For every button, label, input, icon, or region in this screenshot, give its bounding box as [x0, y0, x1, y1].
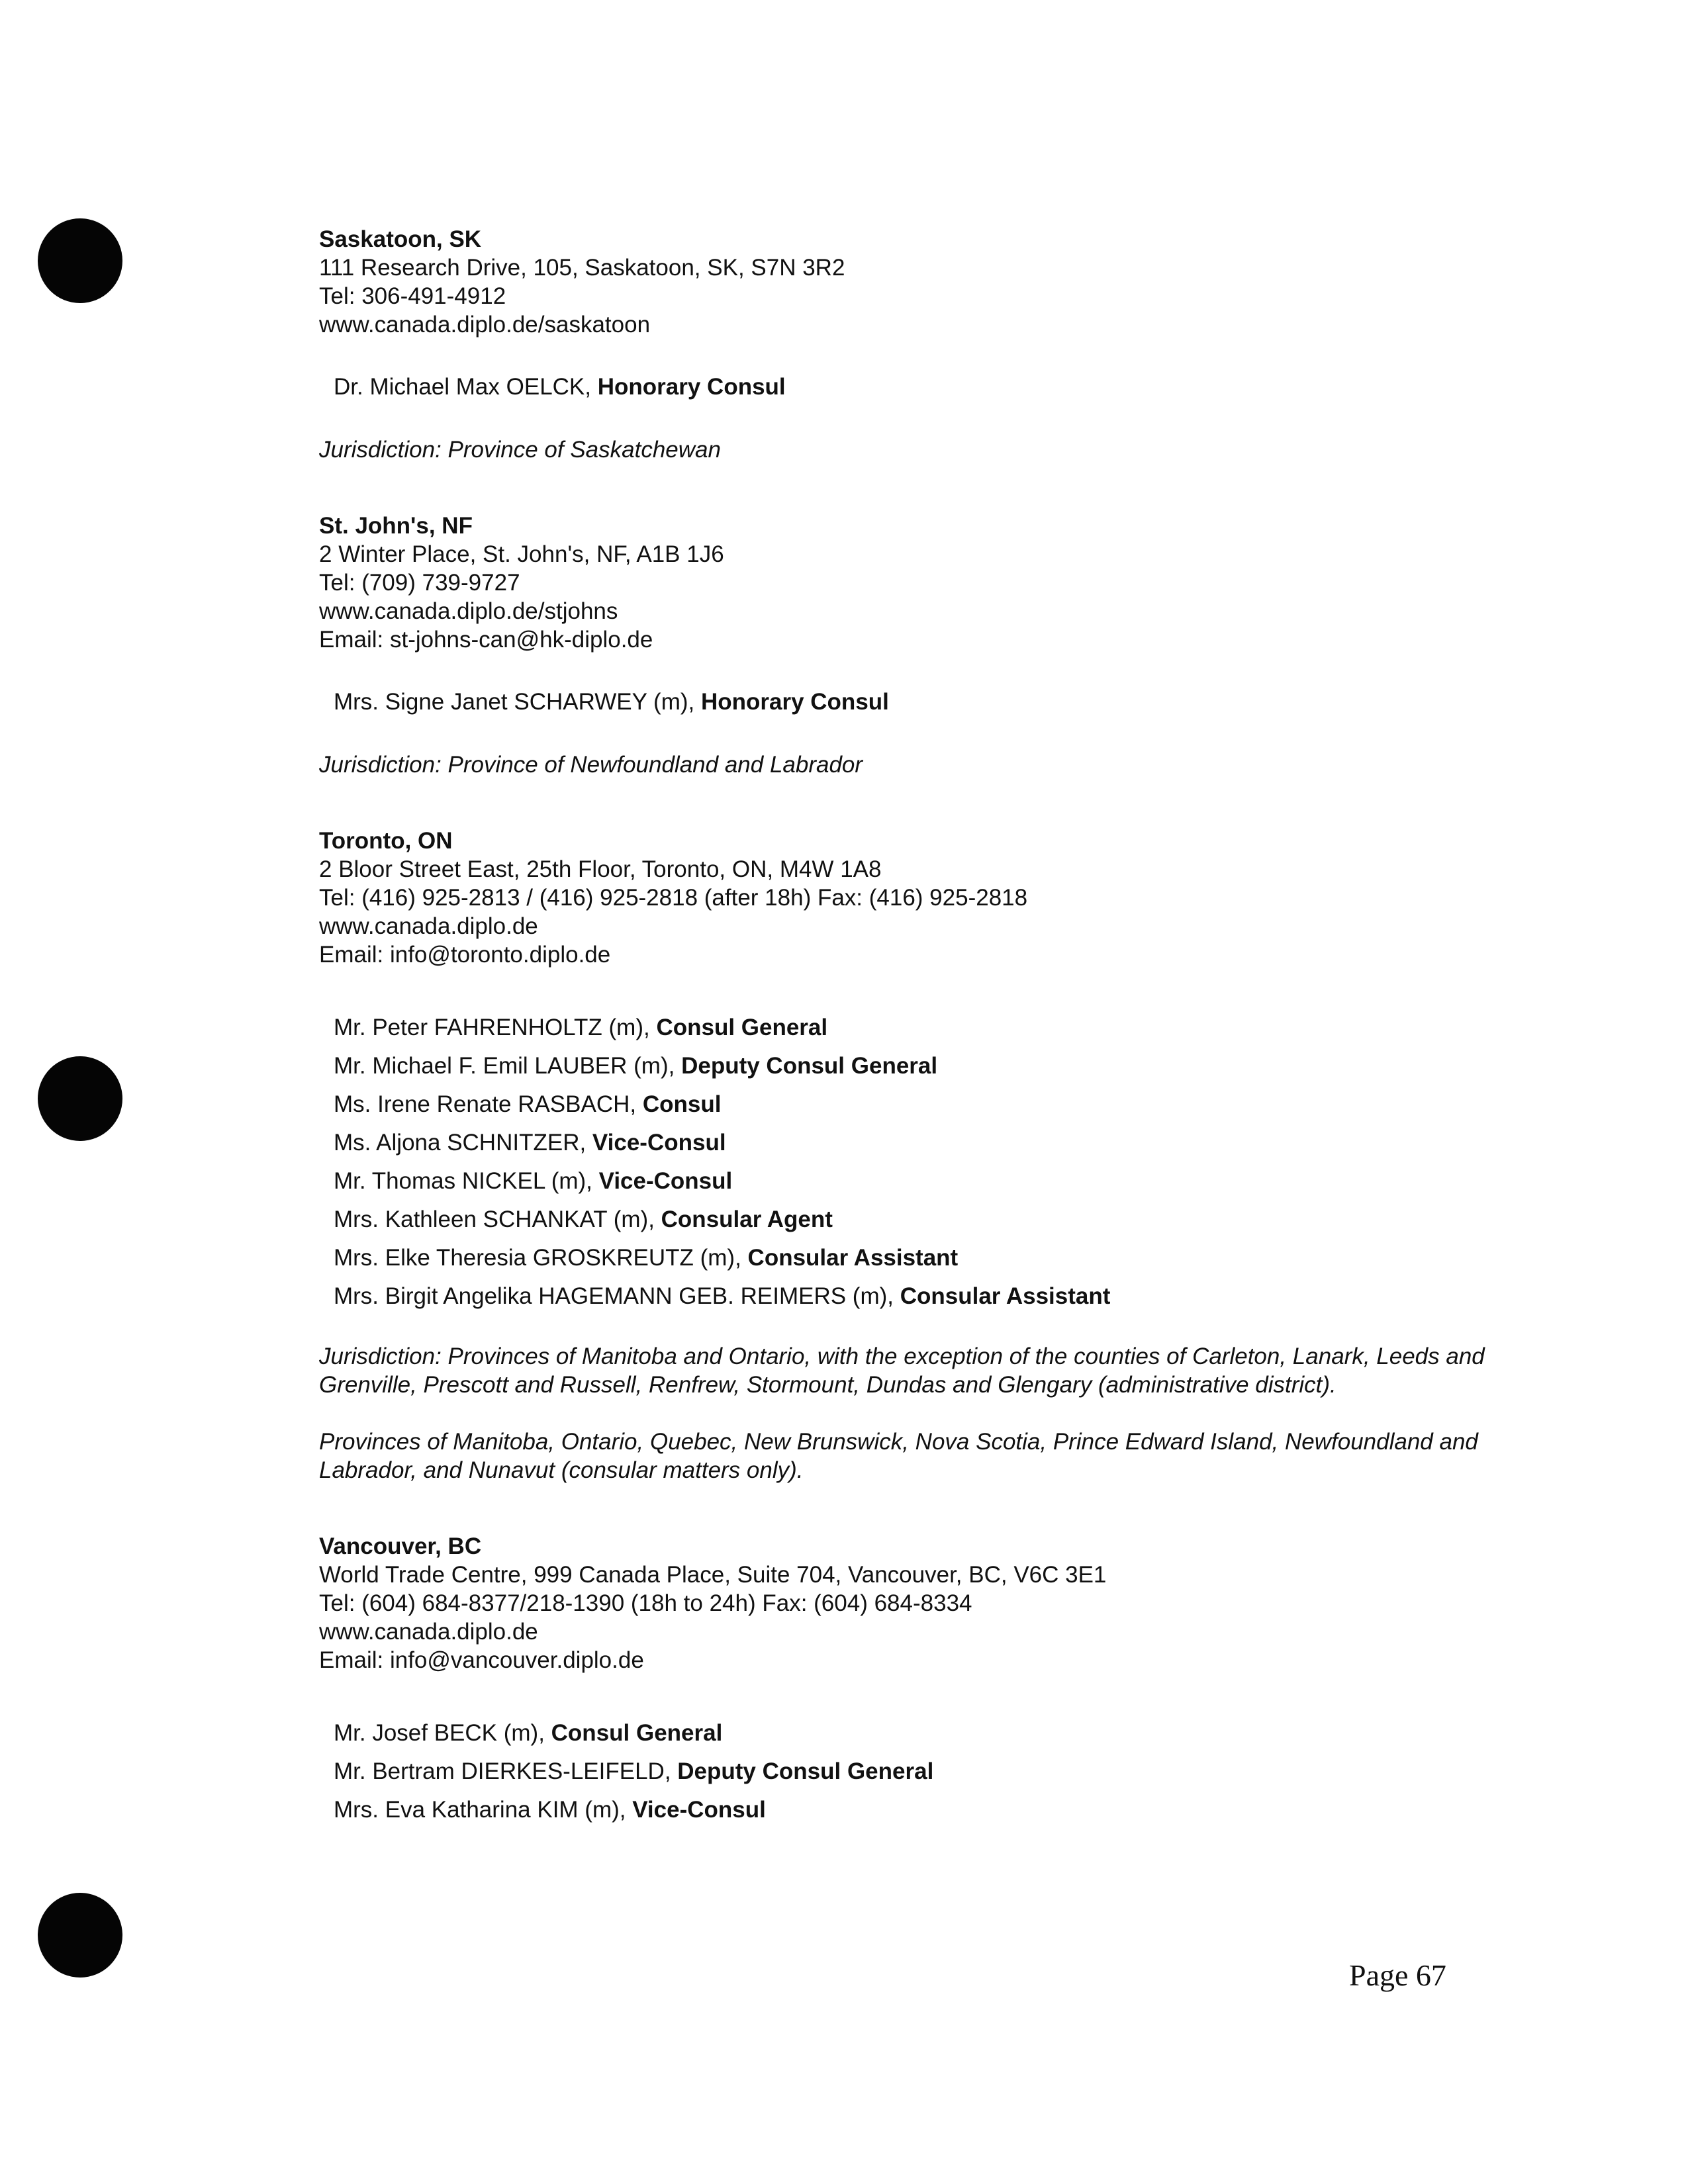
- staff-row: Mr. Bertram DIERKES-LEIFELD, Deputy Consul General: [334, 1758, 934, 1784]
- staff-row: Mr. Thomas NICKEL (m), Vice-Consul: [334, 1168, 733, 1194]
- phone-line: Tel: 306-491-4912: [319, 283, 506, 309]
- punch-hole: [38, 1893, 122, 1978]
- staff-row: Dr. Michael Max OELCK, Honorary Consul: [334, 374, 786, 400]
- staff-row: Mr. Josef BECK (m), Consul General: [334, 1720, 723, 1746]
- office-name: Saskatoon, SK: [319, 226, 482, 252]
- jurisdiction: Jurisdiction: Province of Newfoundland and Labrador: [319, 752, 863, 778]
- staff-row: Mrs. Signe Janet SCHARWEY (m), Honorary Consul: [334, 689, 889, 715]
- office-name: Vancouver, BC: [319, 1533, 482, 1559]
- address-line: 111 Research Drive, 105, Saskatoon, SK, S7N 3R2: [319, 255, 845, 281]
- jurisdiction-note: Provinces of Manitoba, Ontario, Quebec, New Brunswick, Nova Scotia, Prince Edward Island, Newfoundland and Labrador, and Nunavut (consular matters only).: [319, 1429, 1478, 1483]
- staff-list: [319, 1009, 1497, 1316]
- website-line: www.canada.diplo.de: [319, 913, 538, 939]
- staff-list: [319, 368, 1497, 406]
- office-saskatoon: [319, 225, 1497, 464]
- staff-row: Mr. Michael F. Emil LAUBER (m), Deputy Consul General: [334, 1053, 938, 1079]
- office-toronto: [319, 827, 1497, 1484]
- page-number: Page 67: [1349, 1958, 1446, 1992]
- staff-list: [319, 1714, 1497, 1829]
- staff-list: [319, 683, 1497, 721]
- address-line: 2 Winter Place, St. John's, NF, A1B 1J6: [319, 541, 724, 567]
- staff-row: Ms. Irene Renate RASBACH, Consul: [334, 1091, 722, 1117]
- staff-row: Mrs. Kathleen SCHANKAT (m), Consular Agent: [334, 1206, 833, 1232]
- email-line: Email: st-johns-can@hk-diplo.de: [319, 627, 653, 653]
- jurisdiction: Jurisdiction: Province of Saskatchewan: [319, 437, 721, 463]
- punch-hole: [38, 1056, 122, 1141]
- office-name: Toronto, ON: [319, 828, 453, 854]
- address-line: World Trade Centre, 999 Canada Place, Suite 704, Vancouver, BC, V6C 3E1: [319, 1562, 1107, 1588]
- staff-row: Ms. Aljona SCHNITZER, Vice-Consul: [334, 1130, 726, 1156]
- phone-line: Tel: (604) 684-8377/218-1390 (18h to 24h) Fax: (604) 684-8334: [319, 1590, 972, 1616]
- email-line: Email: info@toronto.diplo.de: [319, 942, 611, 968]
- website-line: www.canada.diplo.de/stjohns: [319, 598, 618, 624]
- office-vancouver: [319, 1532, 1497, 1829]
- punch-hole: [38, 218, 122, 303]
- staff-row: Mr. Peter FAHRENHOLTZ (m), Consul General: [334, 1015, 828, 1040]
- office-name: St. John's, NF: [319, 513, 473, 539]
- address-line: 2 Bloor Street East, 25th Floor, Toronto, ON, M4W 1A8: [319, 856, 882, 882]
- staff-row: Mrs. Eva Katharina KIM (m), Vice-Consul: [334, 1797, 766, 1823]
- phone-line: Tel: (416) 925-2813 / (416) 925-2818 (after 18h) Fax: (416) 925-2818: [319, 885, 1028, 911]
- website-line: www.canada.diplo.de/saskatoon: [319, 312, 651, 338]
- office-st-johns: [319, 512, 1497, 779]
- website-line: www.canada.diplo.de: [319, 1619, 538, 1645]
- jurisdiction: Jurisdiction: Provinces of Manitoba and Ontario, with the exception of the counties of Carleton, Lanark, Leeds and Grenville, Prescott and Russell, Renfrew, Stormount, Dundas and Glengary (administrative district).: [319, 1343, 1485, 1398]
- page-content: [319, 225, 1497, 1829]
- staff-row: Mrs. Elke Theresia GROSKREUTZ (m), Consular Assistant: [334, 1245, 959, 1271]
- staff-row: Mrs. Birgit Angelika HAGEMANN GEB. REIMERS (m), Consular Assistant: [334, 1283, 1111, 1309]
- phone-line: Tel: (709) 739-9727: [319, 570, 520, 596]
- email-line: Email: info@vancouver.diplo.de: [319, 1647, 644, 1673]
